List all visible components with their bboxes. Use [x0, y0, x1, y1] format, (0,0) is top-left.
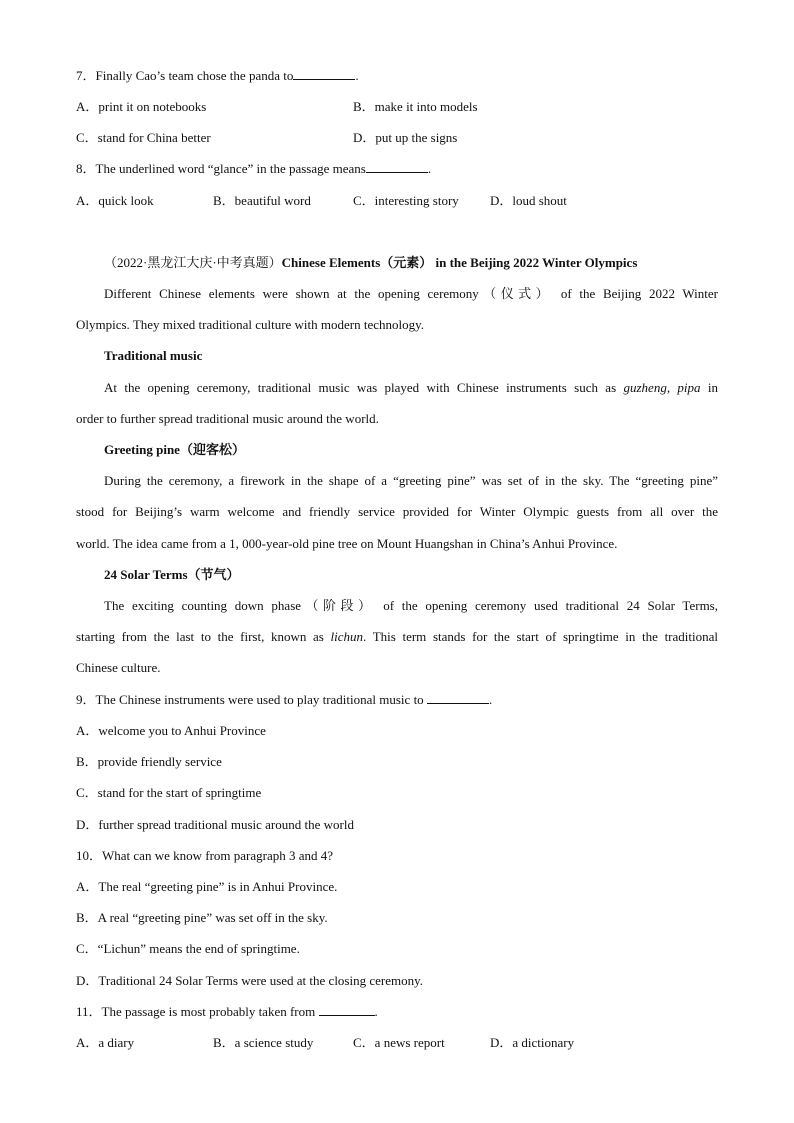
paragraph-pine-line-3: world. The idea came from a 1, 000-year-old pine tree on Mount Huangshan in China’s Anhui Province.	[76, 536, 618, 551]
question-11-end: .	[374, 1004, 378, 1019]
paragraph-solar-line-1: The exciting counting down phase（阶段） of the opening ceremony used traditional 24 Solar Terms,	[104, 598, 718, 613]
paragraph-text: starting from the last to the first, known as	[76, 629, 331, 644]
term-guzheng: guzheng	[623, 380, 667, 395]
question-7-stem	[76, 67, 718, 85]
term-lichun: lichun	[330, 629, 364, 644]
question-7-option-c: C．stand for China better	[76, 130, 211, 145]
question-9-option-b: B．provide friendly service	[76, 754, 222, 769]
question-11-option-b: B．a science study	[213, 1035, 314, 1050]
question-9-end: .	[488, 692, 493, 707]
question-7-option-b: B．make it into models	[353, 99, 478, 114]
question-9-text: 9．The Chinese instruments were used to play traditional music to	[76, 692, 424, 707]
passage-title: Chinese Elements（元素） in the Beijing 2022 Winter Olympics	[281, 255, 638, 270]
question-9-stem	[76, 691, 718, 709]
question-8-option-d: D．loud shout	[490, 193, 567, 208]
question-8-option-a: A．quick look	[76, 193, 154, 208]
question-10-option-c: C．“Lichun” means the end of springtime.	[76, 941, 300, 956]
question-8-text: 8．The underlined word “glance” in the passage means	[76, 161, 366, 176]
passage-intro-line-1: Different Chinese elements were shown at the opening ceremony（仪式） of the Beijing 2022 Winter	[104, 286, 718, 301]
question-9-option-c: C．stand for the start of springtime	[76, 785, 262, 800]
question-11-stem	[76, 1003, 718, 1021]
question-9-option-a: A．welcome you to Anhui Province	[76, 723, 266, 738]
passage-intro-line-2: Olympics. They mixed traditional culture with modern technology.	[76, 317, 425, 332]
question-10-option-a: A．The real “greeting pine” is in Anhui Province.	[76, 879, 338, 894]
question-11-option-a: A．a diary	[76, 1035, 135, 1050]
question-8-end: .	[427, 161, 432, 176]
section-heading-solar-terms: 24 Solar Terms（节气）	[104, 567, 240, 582]
question-7-end: .	[355, 68, 359, 83]
paragraph-text: ,	[666, 380, 678, 395]
paragraph-music-line-2: order to further spread traditional music around the world.	[76, 411, 379, 426]
question-11-option-d: D．a dictionary	[490, 1035, 575, 1050]
question-10-option-d: D．Traditional 24 Solar Terms were used at the closing ceremony.	[76, 973, 424, 988]
question-7-option-a: A．print it on notebooks	[76, 99, 207, 114]
section-heading-greeting-pine: Greeting pine（迎客松）	[104, 442, 245, 457]
term-pipa: pipa	[677, 380, 701, 395]
question-8-option-c: C．interesting story	[353, 193, 459, 208]
paragraph-solar-line-2	[76, 628, 718, 646]
paragraph-solar-line-3: Chinese culture.	[76, 660, 161, 675]
answer-blank	[319, 1003, 375, 1016]
passage-header	[104, 254, 637, 272]
paragraph-pine-line-2: stood for Beijing’s warm welcome and friendly service provided for Winter Olympic guests from all over the	[76, 504, 718, 519]
paragraph-text: . This term stands for the start of springtime in the traditional	[363, 629, 718, 644]
answer-blank	[427, 691, 489, 704]
answer-blank	[366, 160, 428, 173]
question-7-text: 7．Finally Cao’s team chose the panda to	[76, 68, 294, 83]
question-7-option-d: D．put up the signs	[353, 130, 458, 145]
passage-source: （2022·黑龙江大庆·中考真题）	[104, 255, 282, 270]
question-9-option-d: D．further spread traditional music around the world	[76, 817, 354, 832]
paragraph-text: in	[700, 380, 718, 395]
paragraph-text: At the opening ceremony, traditional music was played with Chinese instruments such as	[104, 380, 624, 395]
question-10-stem: 10．What can we know from paragraph 3 and 4?	[76, 848, 334, 863]
question-11-option-c: C．a news report	[353, 1035, 445, 1050]
question-10-option-b: B．A real “greeting pine” was set off in the sky.	[76, 910, 328, 925]
question-11-text: 11．The passage is most probably taken from	[76, 1004, 316, 1019]
question-8-stem	[76, 160, 718, 178]
answer-blank	[293, 67, 355, 80]
paragraph-music-line-1	[104, 379, 718, 397]
paragraph-pine-line-1: During the ceremony, a firework in the shape of a “greeting pine” was set of in the sky. The “greeting pine”	[104, 473, 718, 488]
section-heading-traditional-music: Traditional music	[104, 348, 203, 363]
question-8-option-b: B．beautiful word	[213, 193, 311, 208]
